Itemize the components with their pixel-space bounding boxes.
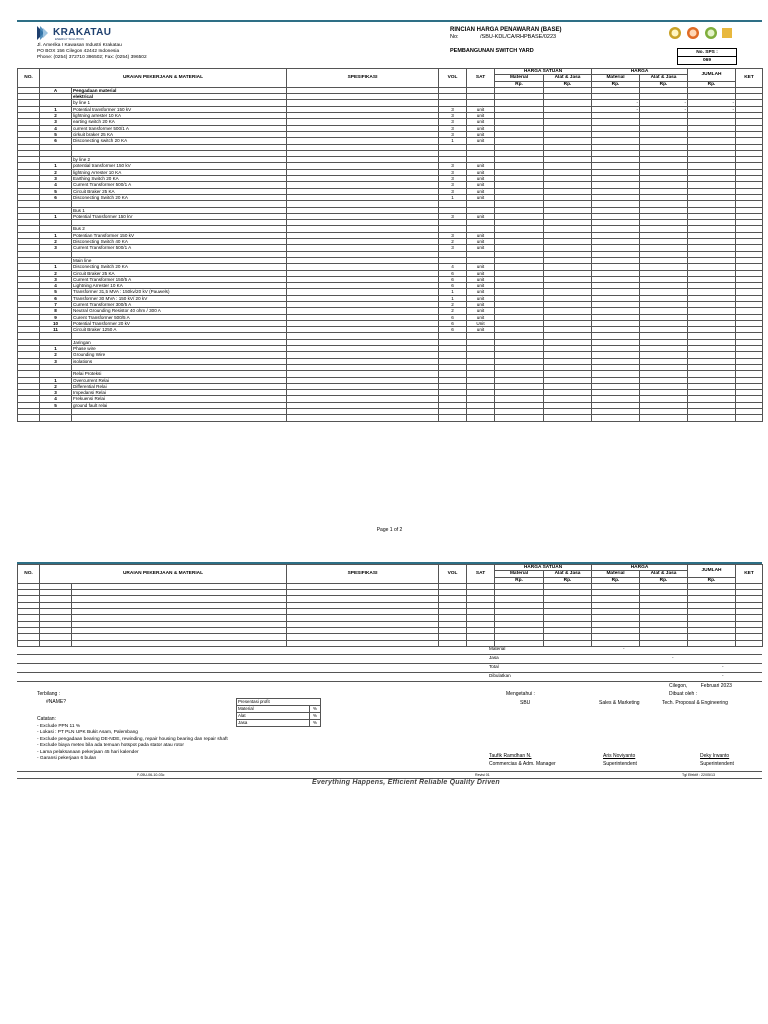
company-name: KRAKATAU <box>53 27 112 38</box>
cell-uraian: Transformer 30 MVA : 150 kV/ 20 kV <box>72 295 287 301</box>
col-alat-jasa: Alat & Jasa <box>544 571 592 577</box>
col-alat-jasa: Alat & Jasa <box>640 571 688 577</box>
cell-uraian: Circuit Braker 25 KA <box>72 188 287 194</box>
cell-uraian: Relai Proteksi <box>72 371 287 377</box>
cell-no: 2 <box>40 270 72 276</box>
summary-value: - <box>623 646 625 651</box>
cell-vol: 6 <box>439 320 467 326</box>
col-rp: Rp. <box>495 81 544 87</box>
cell-sat: unit <box>467 213 495 219</box>
percent-sign: % <box>310 706 321 713</box>
cell-jumlah <box>688 415 736 421</box>
cell-uraian: Neutral Grounding Resistor 40 ohm / 300 A <box>72 308 287 314</box>
cell-uraian: isolations <box>72 358 287 364</box>
cell-vol: 3 <box>439 169 467 175</box>
summary-label: Jasa <box>489 655 499 660</box>
summary-label: Total <box>489 664 499 669</box>
cell-vol: 1 <box>439 295 467 301</box>
cell-no: 10 <box>40 320 72 326</box>
cell-uraian: Phase wire <box>72 346 287 352</box>
col-sat: SAT <box>467 565 495 584</box>
cell-vol: 6 <box>439 327 467 333</box>
cell-sat: unit <box>467 188 495 194</box>
note-item: - Exclude biaya metex bila ada temuan hotspot pada stator atau rotor <box>37 743 184 749</box>
cell-vol: 1 <box>439 194 467 200</box>
cell-uraian: Curent Transformer 500/5 A <box>72 314 287 320</box>
sps-value: 069 <box>678 56 736 64</box>
signatory-3-name: Deky Irwanto <box>700 753 730 759</box>
cell-vol: 3 <box>439 125 467 131</box>
cell-uraian: Circuit Braker 1250 A <box>72 327 287 333</box>
cell-no: 6 <box>40 138 72 144</box>
cell-sat: unit <box>467 169 495 175</box>
cell-sat: unit <box>467 308 495 314</box>
cell-vol: 6 <box>439 314 467 320</box>
notes-list <box>37 724 228 762</box>
cell-uraian: by line 2 <box>72 157 287 163</box>
cell-no: 2 <box>40 239 72 245</box>
summary-row-total <box>17 664 762 673</box>
cell-sat: unit <box>467 264 495 270</box>
cell-no: 7 <box>40 301 72 307</box>
cell-no: 3 <box>40 245 72 251</box>
place-date <box>669 683 732 689</box>
col-jumlah: JUMLAH <box>688 565 736 578</box>
cell-uraian: Bus 2 <box>72 226 287 232</box>
col-ket: KET <box>736 69 763 88</box>
cell-sat: unit <box>467 327 495 333</box>
cell-vol: 6 <box>439 270 467 276</box>
cell-uraian: Pengadaan material <box>72 87 287 93</box>
cell-no: 1 <box>40 106 72 112</box>
cell-vol: 1 <box>439 289 467 295</box>
cell-vol: 2 <box>439 239 467 245</box>
form-revision: Revisi 01 <box>475 773 490 777</box>
table-body <box>18 87 763 421</box>
cell-vol: 3 <box>439 119 467 125</box>
cell-vol: 6 <box>439 283 467 289</box>
cell-no: 5 <box>40 131 72 137</box>
terbilang-label: Terbilang : <box>37 691 61 697</box>
cell-no: 1 <box>40 163 72 169</box>
col-material: Material <box>495 571 544 577</box>
col-uraian: URAIAN PEKERJAAN & MATERIAL <box>40 69 287 88</box>
cell-sat: Unit <box>467 320 495 326</box>
cell-sat: unit <box>467 113 495 119</box>
cell-uraian: Potentian Transformer 150 kV <box>72 232 287 238</box>
cell-uraian: Impedansi Relai <box>72 390 287 396</box>
doc-no-label: No: <box>450 34 459 40</box>
note-item: - Lokasi : PT PLN UPK Bukit Asam, Palembang <box>37 730 138 736</box>
col-harga-satuan: HARGA SATUAN <box>495 565 592 571</box>
table-header <box>18 565 763 584</box>
cell-hs-material <box>495 415 544 421</box>
cell-uraian: by line 1 <box>72 100 287 106</box>
col-jumlah: JUMLAH <box>688 69 736 82</box>
cell-uraian: current transformer 500/1 A <box>72 125 287 131</box>
cell-sat: unit <box>467 283 495 289</box>
signatory-2-name: Aris Noviyanto <box>603 753 636 759</box>
note-item: - Exclude PPN 11 % <box>37 724 81 729</box>
cell-sat: unit <box>467 182 495 188</box>
doc-no-value: /SBU-KDL/CA/RHPBASE/0223 <box>480 34 557 40</box>
cell-uraian: Current Transformer 300/5 A <box>72 301 287 307</box>
cell-sat <box>467 415 495 421</box>
cell-sat: unit <box>467 125 495 131</box>
summary-label: Dibulatkan <box>489 673 511 678</box>
company-address-2: PO BOX 156 Cilegon 42442 Indonesia <box>37 49 120 54</box>
cell-sat: unit <box>467 295 495 301</box>
table-row <box>18 415 763 421</box>
percent-sign: % <box>310 713 321 720</box>
form-number: F-05U-06-10-03c <box>137 773 165 777</box>
cell-uraian: Bus 1 <box>72 207 287 213</box>
cell-hs-jasa <box>544 415 592 421</box>
cell-h-jasa: - <box>640 100 688 106</box>
cell-no: 3 <box>40 176 72 182</box>
cell-vol: 3 <box>439 182 467 188</box>
cell-vol: 2 <box>439 308 467 314</box>
profit-percentage-table <box>236 698 321 727</box>
cell-no: 2 <box>40 169 72 175</box>
company-subtitle: ENERGY SOLUTION <box>55 37 84 41</box>
col-material: Material <box>592 75 640 81</box>
cell-spacer <box>18 415 40 421</box>
cell-uraian: potential transformer 150 kV <box>72 163 287 169</box>
cell-uraian: Overcurrent Relai <box>72 377 287 383</box>
cell-spesifikasi <box>287 415 439 421</box>
sales-label: Sales & Marketing <box>599 700 640 706</box>
cell-h-jasa <box>640 415 688 421</box>
signatory-1-name: Taufik Ramdhan N. <box>489 753 532 759</box>
cell-sat: unit <box>467 138 495 144</box>
cell-no <box>40 415 72 421</box>
cell-sat: unit <box>467 106 495 112</box>
cell-sat: unit <box>467 245 495 251</box>
cell-vol: 3 <box>439 176 467 182</box>
page-1 <box>17 20 762 533</box>
dibuat-oleh-label: Dibuat oleh : <box>669 691 698 697</box>
cell-uraian: Earthing Switch 20 KA <box>72 176 287 182</box>
cell-no: 3 <box>40 390 72 396</box>
cell-no: 1 <box>40 346 72 352</box>
col-vol: VOL <box>439 69 467 88</box>
form-effective-date: Tgl Efektif : 22/05/13 <box>682 773 715 777</box>
note-item: - Garansi pekerjaan 6 bulan <box>37 756 97 762</box>
col-rp: Rp. <box>640 81 688 87</box>
col-rp: Rp. <box>592 81 640 87</box>
cell-vol: 6 <box>439 276 467 282</box>
cell-no: 4 <box>40 182 72 188</box>
col-rp: Rp. <box>544 577 592 583</box>
cell-jumlah: - <box>688 100 736 106</box>
col-material: Material <box>592 571 640 577</box>
cell-uraian: Circuit Braker 25 KA <box>72 270 287 276</box>
presentasi-row: Jasa <box>237 720 310 727</box>
col-uraian: URAIAN PEKERJAAN & MATERIAL <box>40 565 287 584</box>
project-name: PEMBANGUNAN SWITCH YARD <box>450 48 534 54</box>
col-no: NO. <box>18 565 40 584</box>
summary-label: Material <box>489 646 506 651</box>
cell-uraian: Grounding Wire <box>72 352 287 358</box>
krakatau-logo-icon <box>37 26 51 40</box>
page-number: Page 1 of 2 <box>376 527 403 533</box>
cell-no: 5 <box>40 289 72 295</box>
cell-uraian: Main line <box>72 257 287 263</box>
certification-badge-icon <box>666 26 684 40</box>
terbilang-value: #NAME? <box>46 699 67 705</box>
col-no: NO. <box>18 69 40 88</box>
cell-no: 4 <box>40 396 72 402</box>
company-motto: Everything Happens, Efficient Reliable Quality Driven <box>312 779 500 786</box>
cell-no: 3 <box>40 276 72 282</box>
cell-uraian: cirkuit braker 25 KA <box>72 131 287 137</box>
cell-no: 2 <box>40 113 72 119</box>
cell-uraian: lightning Arrester 10 KA <box>72 169 287 175</box>
document-title-block <box>450 27 561 54</box>
sps-label: No. SPS : <box>696 50 718 55</box>
cell-no: 6 <box>40 194 72 200</box>
cell-uraian: earting switch 20 KA <box>72 119 287 125</box>
cell-uraian: Jaringan <box>72 339 287 345</box>
cell-uraian: Current Transformer 500/1 A <box>72 245 287 251</box>
cell-vol: 4 <box>439 264 467 270</box>
cell-h-material: - <box>592 100 640 106</box>
table-body <box>18 583 763 646</box>
cell-sat: unit <box>467 131 495 137</box>
cell-uraian: lightning arrester 10 KA <box>72 113 287 119</box>
cell-uraian: Differential Relai <box>72 383 287 389</box>
cell-uraian: ground fault relai <box>72 402 287 408</box>
cell-sat: unit <box>467 314 495 320</box>
presentasi-label: Presentasi profit <box>237 699 321 706</box>
cell-sat: unit <box>467 194 495 200</box>
price-table-page-2 <box>17 564 763 647</box>
signatory-2-role: Superintendent <box>603 761 637 767</box>
price-table-page-1 <box>17 68 763 422</box>
cell-no: 6 <box>40 295 72 301</box>
certification-badges <box>666 26 734 40</box>
catatan-label: Catatan: <box>37 716 56 722</box>
cell-uraian: Disconecting Switch 20 KA <box>72 194 287 200</box>
cell-no: 4 <box>40 283 72 289</box>
cell-vol: 1 <box>439 138 467 144</box>
cell-no: 1 <box>40 377 72 383</box>
cell-uraian: Current Transformer 150/5 A <box>72 276 287 282</box>
cell-no: 11 <box>40 327 72 333</box>
page-2 <box>17 562 762 786</box>
document-title: RINCIAN HARGA PENAWARAN (BASE) <box>450 27 562 33</box>
summary-value: - <box>672 655 674 660</box>
col-rp: Rp. <box>640 577 688 583</box>
cell-no: 5 <box>40 188 72 194</box>
col-harga-satuan: HARGA SATUAN <box>495 69 592 75</box>
cell-vol: 3 <box>439 213 467 219</box>
col-rp: Rp. <box>592 577 640 583</box>
summary-row-dibulatkan <box>17 673 762 682</box>
table-header <box>18 69 763 88</box>
signatory-1-role: Commercias & Adm. Manager <box>489 761 556 767</box>
company-phone: Phone: (0254) 372710 396502; Fax: (0254) 396502 <box>37 55 147 60</box>
cell-sat: unit <box>467 276 495 282</box>
cell-vol: 3 <box>439 106 467 112</box>
presentasi-row: Material <box>237 706 310 713</box>
cell-h-material <box>592 415 640 421</box>
cell-vol: 3 <box>439 232 467 238</box>
form-footer <box>17 771 762 779</box>
cell-vol: 3 <box>439 113 467 119</box>
summary-value: - <box>722 673 724 678</box>
cell-h-material: - <box>592 106 640 112</box>
cell-sat: unit <box>467 289 495 295</box>
certification-badge-icon <box>720 26 734 40</box>
note-item: - Exclude pengadaan bearing DE-NDE, rewinding, repair housing bearing dan repair shaft <box>37 736 228 742</box>
cell-no: A <box>40 87 72 93</box>
col-alat-jasa: Alat & Jasa <box>640 75 688 81</box>
presentasi-row: Alat <box>237 713 310 720</box>
cell-sat: unit <box>467 270 495 276</box>
col-spesifikasi: SPESIFIKASI <box>287 565 439 584</box>
note-item: - Lama pelaksanaan pekerjaan 45 hari kalender <box>37 749 139 755</box>
sps-number-box <box>677 48 737 65</box>
cell-h-jasa: - <box>640 106 688 112</box>
cell-sat: unit <box>467 301 495 307</box>
cell-ket <box>736 415 763 421</box>
cell-uraian: Disconecting Switch 20 KA <box>72 264 287 270</box>
summary-row-jasa <box>17 655 762 664</box>
cell-uraian: elektrical <box>72 94 287 100</box>
cell-uraian: Current Transformer 500/1 A <box>72 182 287 188</box>
cell-uraian: Transformer 31,5 MVA : 150kv/20 kV (Pauwels) <box>72 289 287 295</box>
cell-uraian: Potential Transformer 150 kV <box>72 213 287 219</box>
cell-no: 2 <box>40 383 72 389</box>
cell-vol: 3 <box>439 245 467 251</box>
col-rp: Rp. <box>688 577 736 583</box>
cell-vol: 2 <box>439 301 467 307</box>
col-material: Material <box>495 75 544 81</box>
company-address-1: Jl. Amerika I Kawasan Industri Krakatau <box>37 43 122 48</box>
col-rp: Rp. <box>544 81 592 87</box>
col-ket: KET <box>736 565 763 584</box>
tech-label: Tech. Proposal & Engineering <box>662 700 728 706</box>
cell-no: 1 <box>40 232 72 238</box>
cell-sat: unit <box>467 239 495 245</box>
col-rp: Rp. <box>495 577 544 583</box>
cell-no: 3 <box>40 119 72 125</box>
cell-no: 8 <box>40 308 72 314</box>
col-sat: SAT <box>467 69 495 88</box>
sbu-label: SBU <box>520 700 531 706</box>
summary-block <box>17 646 762 682</box>
cell-uraian: Potential Transformer 20 kV <box>72 320 287 326</box>
cell-sat: unit <box>467 163 495 169</box>
cell-no: 1 <box>40 213 72 219</box>
cell-uraian <box>72 415 287 421</box>
col-alat-jasa: Alat & Jasa <box>544 75 592 81</box>
cell-uraian: Disconecting switch 20 KA <box>72 138 287 144</box>
percent-sign: % <box>310 720 321 727</box>
cell-vol: 3 <box>439 188 467 194</box>
cell-uraian: Lightning Arrester 10 KA <box>72 283 287 289</box>
certification-badge-icon <box>702 26 720 40</box>
cell-sat: unit <box>467 119 495 125</box>
cell-uraian: Potential transformer 150 kV <box>72 106 287 112</box>
cell-vol: 3 <box>439 131 467 137</box>
cell-uraian: Disconecting Switch 40 KA <box>72 239 287 245</box>
cell-no: 5 <box>40 402 72 408</box>
cell-no: 3 <box>40 358 72 364</box>
col-vol: VOL <box>439 565 467 584</box>
cell-no: 2 <box>40 352 72 358</box>
cell-no: 9 <box>40 314 72 320</box>
cell-uraian: Frekuensi Relai <box>72 396 287 402</box>
cell-jumlah: - <box>688 106 736 112</box>
summary-value: - <box>722 664 724 669</box>
col-rp: Rp. <box>688 81 736 87</box>
col-harga: HARGA <box>592 69 688 75</box>
date-month: Februari 2023 <box>700 683 732 689</box>
summary-row-material <box>17 646 762 655</box>
document-header <box>17 22 762 68</box>
cell-vol: 3 <box>439 163 467 169</box>
cell-no: 1 <box>40 264 72 270</box>
col-spesifikasi: SPESIFIKASI <box>287 69 439 88</box>
cell-sat: unit <box>467 176 495 182</box>
mengetahui-label: Mengetahui : <box>506 691 535 697</box>
cell-sat: unit <box>467 232 495 238</box>
col-harga: HARGA <box>592 565 688 571</box>
signatory-3-role: Superintendent <box>700 761 734 767</box>
certification-badge-icon <box>684 26 702 40</box>
cell-no: 4 <box>40 125 72 131</box>
place-city: Cilegon, <box>669 683 688 689</box>
cell-vol <box>439 415 467 421</box>
